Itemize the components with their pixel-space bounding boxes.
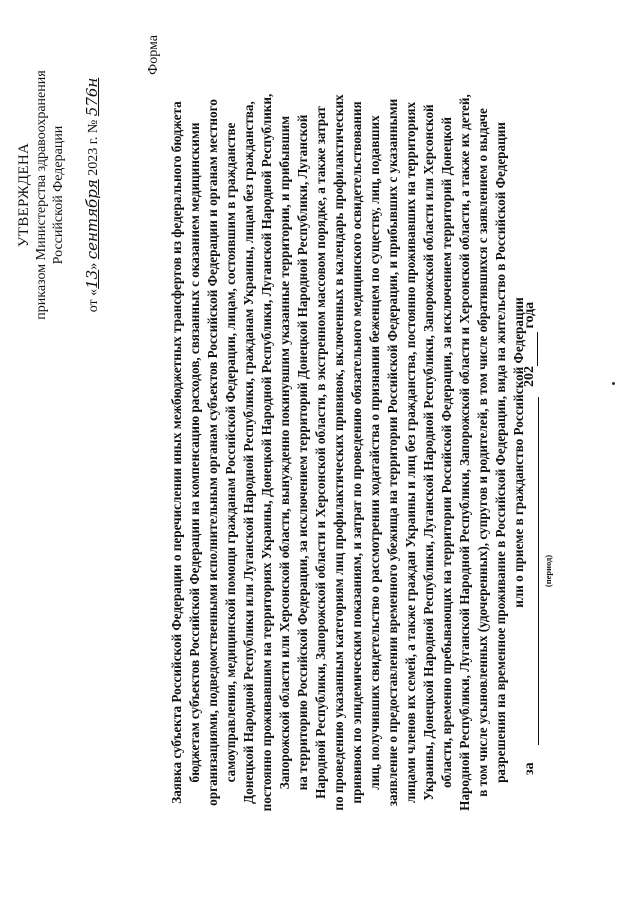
- approval-order-line: приказом Министерства здравоохранения: [34, 70, 49, 320]
- approval-stamp: [16, 45, 102, 345]
- date-sep: »: [86, 259, 101, 270]
- date-month-handwritten: сентября: [83, 179, 101, 260]
- heading-line: лицами членов их семей, а также граждан Украины и лиц без гражданства, постоянно проживавших на территориях: [403, 101, 418, 804]
- heading-line: области, временно пребывающих на территории Российской Федерации, за исключением территорий Донецкой: [439, 117, 454, 788]
- period-prefix: за: [522, 762, 537, 775]
- approval-title: УТВЕРЖДЕНА: [16, 142, 32, 248]
- heading-line: в том числе усыновленных (удочеренных), супругов и родителей, в том числе обратившихся с заявлением о выдаче: [475, 108, 490, 797]
- period-caption: (период): [543, 554, 553, 588]
- heading-line: Запорожской области или Херсонской области, вынужденно покинувшим указанные территории, и прибывшим: [277, 115, 292, 790]
- approval-org-line: Российской Федерации: [51, 125, 66, 265]
- heading-line: Народной Республики, Луганской Народной Республики, Запорожской области и Херсонской области, а также их детей,: [457, 94, 472, 811]
- form-label: Форма: [146, 35, 161, 75]
- heading-line: организациями, подведомственными исполнительным органам субъектов Российской Федерации и органам местного: [205, 99, 220, 806]
- heading-line: заявление о предоставлении временного убежища на территории Российской Федерации, и прибывших с указанными: [385, 98, 400, 807]
- heading-line: прививок по эпидемическим показаниям, и затрат по проведению обязательного медицинского освидетельствования: [349, 101, 364, 804]
- heading-line: Народной Республики, Запорожской области и Херсонской области, в экстренном массовом порядке, а также затрат: [313, 106, 328, 799]
- period-row: [518, 175, 553, 775]
- heading-line: Украины, Донецкой Народной Республики, Луганской Народной Республики, Запорожской области или Херсонской: [421, 104, 436, 801]
- heading-line: разрешения на временное проживание в Российской Федерации, вида на жительство в Российской Федерации: [493, 122, 508, 783]
- heading-line: Донецкой Народной Республики или Луганской Народной Республики, гражданам Украины, лицам без гражданства,: [241, 101, 256, 804]
- year-suffix: года: [522, 301, 537, 329]
- heading-line: или о приеме в гражданство Российской Федерации: [511, 297, 526, 608]
- year-input-line[interactable]: [523, 332, 538, 366]
- date-day-handwritten: 13: [83, 269, 101, 289]
- heading-line: самоуправления, медицинской помощи гражданам Российской Федерации, лицам, состоявшим в гражданстве: [223, 122, 238, 783]
- order-number-handwritten: 576н: [83, 77, 101, 117]
- date-prefix: от «: [86, 288, 101, 313]
- period-input-line[interactable]: [538, 397, 539, 745]
- approval-date-line: [84, 45, 102, 345]
- scan-speck: [612, 382, 615, 385]
- year-field: [522, 302, 538, 387]
- heading-line: по проведению указанным категориям лиц профилактических прививок, включенных в календарь профилактических: [331, 94, 346, 811]
- form-heading: [168, 35, 528, 870]
- year-prefix: 202: [522, 366, 537, 387]
- date-year: 2023 г. №: [86, 116, 101, 180]
- heading-line: Заявка субъекта Российской Федерации о перечислении иных межбюджетных трансфертов из федерального бюджета: [169, 101, 184, 804]
- heading-line: лиц, получивших свидетельство о рассмотрении ходатайства о признании беженцем по существу, лиц, подавших: [367, 115, 382, 790]
- heading-line: на территорию Российской Федерации, за исключением территорий Донецкой Народной Республики, Луганской: [295, 114, 310, 791]
- heading-line: бюджетам субъектов Российской Федерации на компенсацию расходов, связанных с оказанием медицинскими: [187, 122, 202, 783]
- heading-line: постоянно проживавшим на территориях Украины, Донецкой Народной Республики, Луганской Народной Республики,: [259, 93, 274, 812]
